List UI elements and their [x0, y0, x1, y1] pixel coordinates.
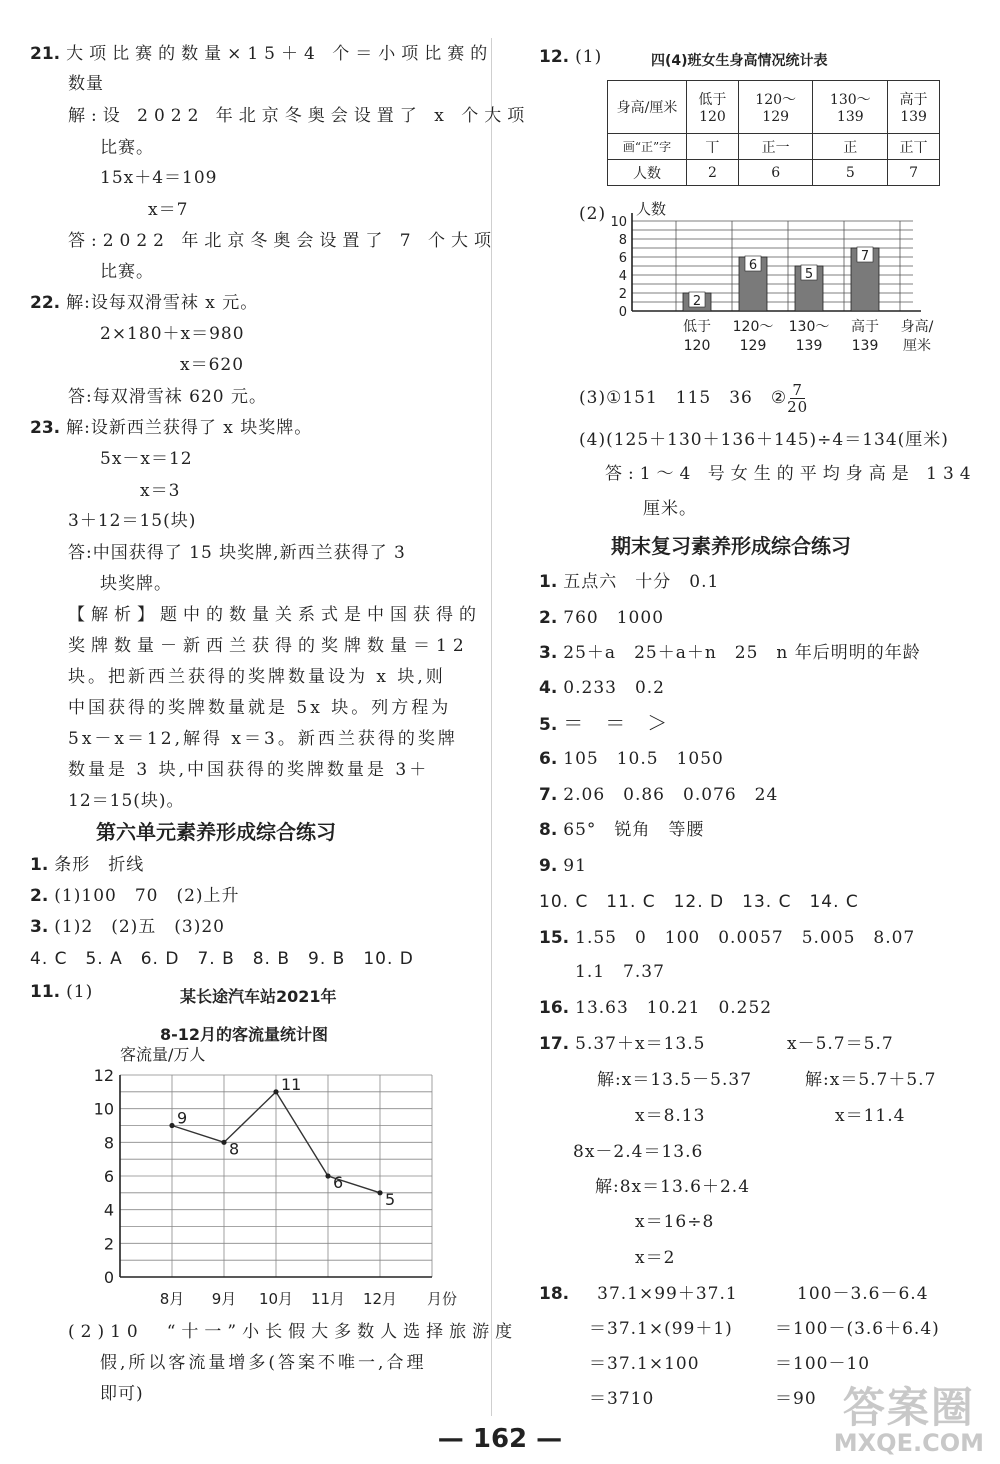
final-q17-step: 解:x＝5.7＋5.7 — [805, 1070, 937, 1090]
final-item: 3. 25＋a 25＋a＋n 25 n 年后明明的年龄 — [539, 643, 921, 663]
x-tick-label: 低于 — [683, 319, 711, 335]
final-q18-a1: 18. 37.1×99＋37.1 — [539, 1284, 738, 1304]
height-table — [607, 80, 940, 186]
bar-chart — [605, 196, 995, 361]
x-tick-label: 11月 — [310, 1290, 346, 1308]
final-q15: 15. 1.55 0 100 0.0057 5.005 8.07 — [539, 928, 916, 948]
final-item: 4. 0.233 0.2 — [539, 678, 665, 698]
final-q17-step: x＝16÷8 — [635, 1212, 715, 1232]
data-label: 8 — [229, 1139, 240, 1159]
y-tick-label: 6 — [618, 251, 627, 266]
final-q18-a4: ＝3710 — [589, 1389, 655, 1409]
data-label: 6 — [333, 1173, 344, 1192]
final-q17-step: 解:x＝13.5－5.37 — [597, 1070, 753, 1090]
tally-cell: 正一 — [738, 134, 813, 160]
y-axis-label: 人数 — [636, 200, 667, 218]
unit6-section-title: 第六单元素养形成综合练习 — [96, 820, 336, 844]
q23-line6: 块奖牌。 — [100, 574, 172, 594]
x-tick-label: 9月 — [211, 1290, 237, 1308]
q21-line7: 答:2022 年北京冬奥会设置了 7 个大项 — [68, 231, 498, 251]
x-axis-label: 身高/ — [900, 319, 934, 335]
x-tick-label: 139 — [851, 338, 879, 354]
final-q17-step: x＝11.4 — [835, 1106, 906, 1126]
y-tick-label: 4 — [618, 269, 627, 284]
table-header-cell: 高于 139 — [888, 81, 940, 134]
count-label: 人数 — [608, 160, 687, 186]
q22-line3: x＝620 — [180, 355, 245, 375]
q21-line4: 比赛。 — [100, 138, 154, 158]
y-tick-label: 4 — [103, 1200, 114, 1220]
final-q17-eq3: 8x－2.4＝13.6 — [573, 1142, 704, 1162]
data-label: 7 — [860, 249, 870, 264]
final-q15-line2: 1.1 7.37 — [575, 962, 665, 982]
q23-analysis-line1: 【解析】题中的数量关系式是中国获得的 — [68, 605, 482, 625]
final-review-title: 期末复习素养形成综合练习 — [611, 534, 851, 558]
q21-line8: 比赛。 — [100, 262, 154, 282]
q23-line1: 23. 解:设新西兰获得了 x 块奖牌。 — [30, 418, 313, 438]
table-row — [608, 134, 940, 160]
q23-analysis-line5: 5x－x＝12,解得 x＝3。新西兰获得的奖牌 — [68, 729, 458, 749]
table-row — [608, 160, 940, 186]
tally-cell: 正丅 — [888, 134, 940, 160]
q11-part2-line1: (2)10 “十一”小长假大多数人选择旅游度 — [68, 1322, 519, 1342]
y-tick-label: 0 — [618, 305, 627, 320]
q22-line2: 2×180＋x＝980 — [100, 324, 245, 344]
q23-analysis-line3: 块。把新西兰获得的奖牌数量设为 x 块,则 — [68, 667, 446, 687]
q12-part4-line2: 答:1～4 号女生的平均身高是 134 — [605, 464, 977, 484]
q23-analysis-line6: 数量是 3 块,中国获得的奖牌数量是 3＋ — [68, 760, 430, 780]
count-cell: 6 — [738, 160, 813, 186]
y-tick-label: 12 — [93, 1066, 114, 1085]
final-q17-eq1: 17. 5.37＋x＝13.5 — [539, 1034, 706, 1054]
data-label: 9 — [177, 1108, 188, 1128]
q12-part4-line1: (4)(125＋130＋136＋145)÷4＝134(厘米) — [579, 430, 949, 450]
count-cell: 7 — [888, 160, 940, 186]
table-header-cell: 120～ 129 — [738, 81, 813, 134]
data-point — [169, 1123, 174, 1128]
y-tick-label: 10 — [93, 1099, 114, 1119]
q21-line2: 数量 — [68, 74, 104, 94]
q23-line3: x＝3 — [140, 481, 181, 501]
final-item: 5. ＝ ＝ ＞ — [539, 711, 669, 735]
q12-label: 12. (1) — [539, 47, 603, 67]
x-tick-label: 10月 — [258, 1290, 294, 1308]
final-q18-b4: ＝90 — [775, 1389, 817, 1409]
tally-label: 画“正”字 — [608, 134, 687, 160]
data-point — [377, 1190, 382, 1195]
x-tick-label: 8月 — [159, 1290, 185, 1308]
x-tick-label: 120 — [683, 338, 711, 354]
x-axis-label: 厘米 — [903, 338, 931, 354]
q23-analysis-line4: 中国获得的奖牌数量就是 5x 块。列方程为 — [68, 698, 452, 718]
data-point — [221, 1140, 226, 1145]
x-tick-label: 129 — [739, 338, 767, 354]
watermark-logo — [833, 1383, 984, 1457]
tally-cell: 丅 — [687, 134, 739, 160]
q21-line6: x＝7 — [148, 200, 189, 220]
y-axis-label: 客流量/万人 — [120, 1045, 206, 1064]
q22-line4: 答:每双滑雪袜 620 元。 — [68, 387, 267, 407]
count-cell: 2 — [687, 160, 739, 186]
final-item: 6. 105 10.5 1050 — [539, 749, 724, 769]
height-table-title: 四(4)班女生身高情况统计表 — [651, 53, 828, 69]
q23-line4: 3＋12＝15(块) — [68, 511, 197, 531]
final-item: 9. 91 — [539, 856, 587, 876]
x-axis-label: 月份 — [426, 1290, 458, 1308]
y-tick-label: 2 — [103, 1234, 114, 1254]
data-point — [325, 1173, 330, 1178]
line-chart-title-line2: 8-12月的客流量统计图 — [160, 1025, 329, 1044]
x-tick-label: 120～ — [732, 319, 774, 335]
q22-line1: 22. 解:设每双滑雪袜 x 元。 — [30, 293, 259, 313]
final-mc-answers: 10. C 11. C 12. D 13. C 14. C — [539, 892, 859, 912]
q11-part2-line3: 即可) — [100, 1384, 144, 1404]
final-q16: 16. 13.63 10.21 0.252 — [539, 998, 773, 1018]
q23-line5: 答:中国获得了 15 块奖牌,新西兰获得了 3 — [68, 543, 406, 563]
fraction: $\frac{7}{20}$ — [787, 381, 809, 416]
final-item: 7. 2.06 0.86 0.076 24 — [539, 785, 779, 805]
y-tick-label: 8 — [103, 1133, 114, 1153]
data-label: 5 — [804, 267, 814, 282]
final-q18-a3: ＝37.1×100 — [589, 1354, 700, 1374]
data-label: 11 — [281, 1074, 302, 1094]
page-number: — 162 — — [437, 1424, 563, 1454]
final-q17-step: x＝8.13 — [635, 1106, 706, 1126]
x-tick-label: 139 — [795, 338, 823, 354]
y-tick-label: 2 — [618, 287, 627, 302]
watermark-line2: MXQE.COM — [833, 1429, 984, 1457]
final-item: 1. 五点六 十分 0.1 — [539, 572, 720, 592]
q23-analysis-line7: 12＝15(块)。 — [68, 791, 185, 811]
q12-part2-label: (2) — [579, 204, 607, 224]
final-q18-a2: ＝37.1×(99＋1) — [589, 1319, 733, 1339]
q21-line3: 解:设 2022 年北京冬奥会设置了 x 个大项 — [68, 106, 531, 126]
unit6-q3: 3. (1)2 (2)五 (3)20 — [30, 917, 225, 937]
y-tick-label: 10 — [610, 215, 627, 230]
final-q17-step: x＝2 — [635, 1248, 676, 1268]
data-label: 2 — [692, 294, 702, 309]
q21-line5: 15x＋4＝109 — [100, 168, 218, 188]
data-label: 5 — [385, 1189, 396, 1209]
data-label: 6 — [748, 258, 758, 273]
q21-line1: 21. 大项比赛的数量×15＋4 个＝小项比赛的 — [30, 44, 494, 64]
tally-cell: 正 — [813, 134, 888, 160]
y-tick-label: 8 — [618, 233, 627, 248]
unit6-q11: 11. (1) — [30, 982, 94, 1002]
watermark-line1: 答案圈 — [842, 1383, 975, 1432]
x-tick-label: 高于 — [851, 319, 879, 335]
y-tick-label: 6 — [103, 1167, 114, 1186]
table-header-cell: 低于 120 — [687, 81, 739, 134]
table-header-cell: 身高/厘米 — [608, 81, 687, 134]
unit6-q1: 1. 条形 折线 — [30, 855, 145, 875]
q11-part2-line2: 假,所以客流量增多(答案不唯一,合理 — [100, 1353, 427, 1373]
final-item: 8. 65° 锐角 等腰 — [539, 820, 705, 840]
x-tick-label: 130～ — [788, 319, 830, 335]
final-q18-b3: ＝100－10 — [775, 1354, 871, 1374]
final-item: 2. 760 1000 — [539, 608, 665, 628]
final-q18-b1: 100－3.6－6.4 — [797, 1284, 929, 1304]
final-q17-eq2: x－5.7＝5.7 — [787, 1034, 894, 1054]
q12-part3: (3)①151 115 36 ② $\frac{7}{20}$ — [579, 381, 809, 416]
unit6-q4-10: 4. C 5. A 6. D 7. B 8. B 9. B 10. D — [30, 949, 414, 969]
count-cell: 5 — [813, 160, 888, 186]
line-chart-title-line1: 某长途汽车站2021年 — [180, 987, 337, 1006]
y-tick-label: 0 — [103, 1268, 114, 1287]
final-q17-step: 解:8x＝13.6＋2.4 — [595, 1177, 751, 1197]
x-tick-label: 12月 — [362, 1290, 398, 1308]
data-point — [273, 1089, 278, 1094]
line-chart — [80, 1040, 480, 1315]
q12-part4-line3: 厘米。 — [643, 499, 697, 519]
q23-analysis-line2: 奖牌数量－新西兰获得的奖牌数量＝12 — [68, 636, 470, 656]
table-header-cell: 130～ 139 — [813, 81, 888, 134]
final-q18-b2: ＝100－(3.6＋6.4) — [775, 1319, 940, 1339]
unit6-q2: 2. (1)100 70 (2)上升 — [30, 886, 240, 906]
q23-line2: 5x－x＝12 — [100, 449, 193, 469]
